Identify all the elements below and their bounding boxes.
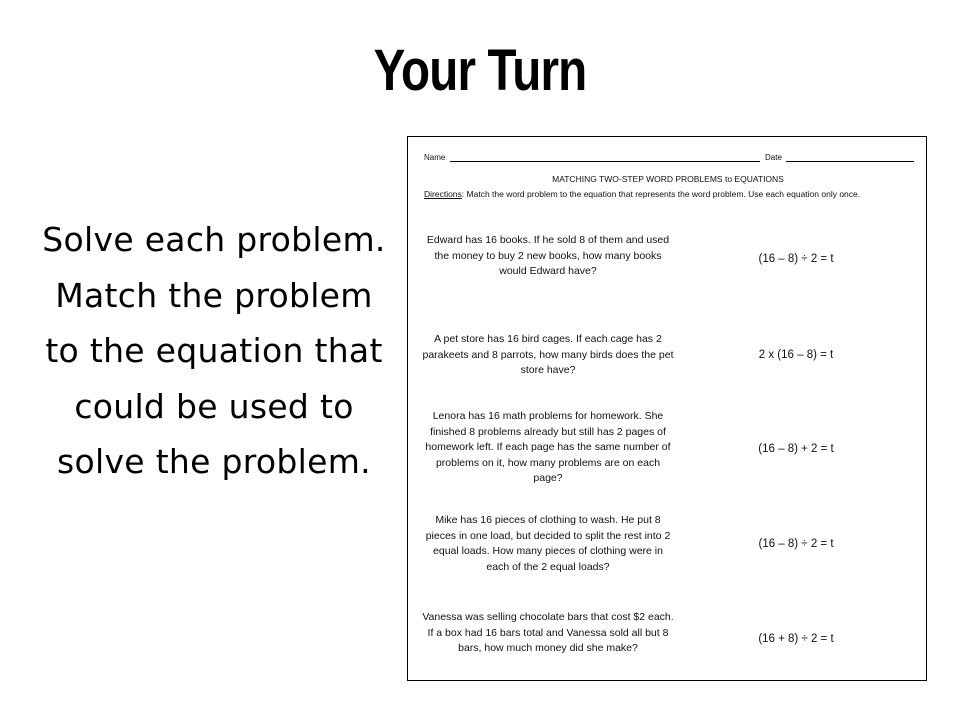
date-label: Date [765,153,782,162]
worksheet-image [407,136,927,681]
name-label: Name [424,153,446,162]
directions-label: Directions [424,189,462,199]
word-problem: A pet store has 16 bird cages. If each cage has 2 parakeets and 8 parrots, how many birds does the pet store have? [422,333,674,376]
word-problem: Lenora has 16 math problems for homework. She finished 8 problems already but still has 2 pages of homework left. If each page has the same number of problems on it, how many problems are on each page? [425,410,671,484]
equation: (16 – 8) ÷ 2 = t [758,253,834,265]
word-problem: Edward has 16 books. If he sold 8 of them and used the money to buy 2 new books, how many books would Edward have? [426,234,670,277]
slide-title: Your Turn [373,38,587,103]
worksheet-directions [424,188,924,200]
equation: (16 – 8) ÷ 2 = t [758,538,834,550]
instructions-text: Solve each problem. Match the problem to the equation that could be used to solve the problem. [42,220,386,481]
worksheet-title: MATCHING TWO-STEP WORD PROBLEMS to EQUATIONS [552,174,784,184]
equation: 2 x (16 – 8) = t [758,349,834,361]
word-problem: Mike has 16 pieces of clothing to wash. He put 8 pieces in one load, but decided to split the rest into 2 equal loads. How many pieces of clothing were in each of the 2 equal loads? [425,514,671,573]
word-problem: Vanessa was selling chocolate bars that cost $2 each. If a box had 16 bars total and Vanessa sold all but 8 bars, how much money did she make? [422,611,674,654]
equation: (16 – 8) + 2 = t [758,443,834,455]
directions-text: : Match the word problem to the equation that represents the word problem. Use each equation only once. [461,189,861,199]
equation: (16 + 8) ÷ 2 = t [758,633,834,645]
name-line [450,161,760,162]
date-line [786,161,914,162]
worksheet-header [424,152,914,164]
